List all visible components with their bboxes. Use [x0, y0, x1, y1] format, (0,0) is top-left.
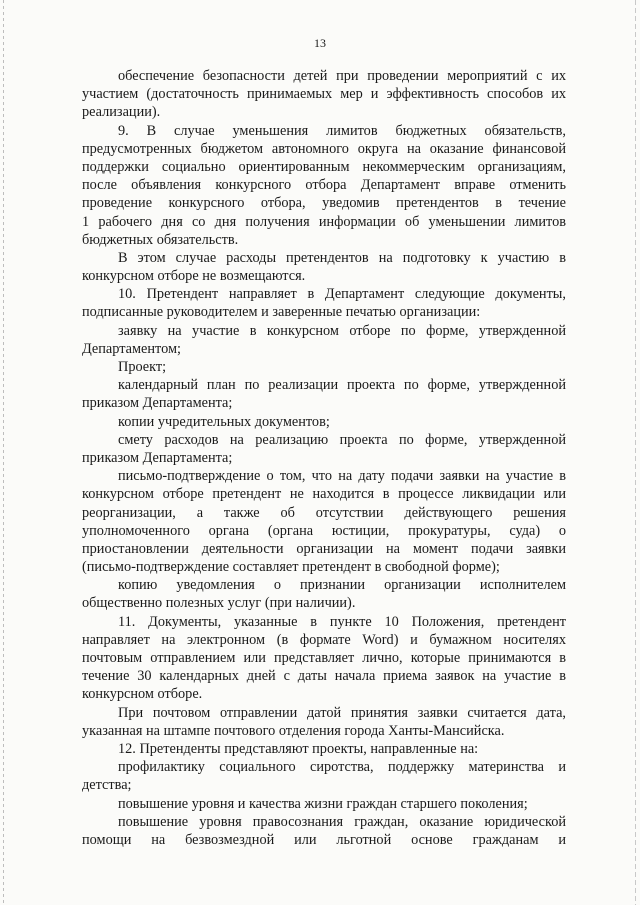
text-line: 12. Претенденты представляют проекты, направленные на:: [118, 740, 479, 757]
text-line: помощи на безвозмездной или льготной основе гражданам и: [82, 831, 566, 848]
text-line: конкурсном отборе не возмещаются.: [82, 268, 306, 285]
text-line: Проект;: [118, 359, 167, 375]
scan-edge-right: [635, 0, 636, 905]
text-line: уполномоченного органа (органа юстиции, прокуратуры, суда) о: [82, 522, 566, 539]
text-line: направляет на электронном (в формате Word) и бумажном носителях: [82, 631, 566, 648]
document-text: [82, 67, 566, 849]
text-line: почтовым отправлением или представляет лично, которые принимаются в: [82, 650, 566, 666]
text-line: течение 30 календарных дней с даты начала приема заявок на участие в: [82, 668, 566, 685]
text-line: копии учредительных документов;: [118, 413, 330, 430]
text-line: заявку на участие в конкурсном отборе по форме, утвержденной: [118, 322, 566, 339]
text-line: приказом Департамента;: [82, 395, 233, 412]
text-line: Департаментом;: [82, 340, 181, 357]
text-line: реализации).: [82, 104, 161, 121]
text-line: повышение уровня и качества жизни граждан старшего поколения;: [118, 795, 528, 812]
text-line: профилактику социального сиротства, поддержку материнства и: [118, 759, 566, 776]
scan-edge-left: [3, 0, 4, 905]
text-line: При почтовом отправлении датой принятия заявки считается дата,: [118, 704, 566, 721]
text-line: проведение конкурсного отбора, уведомив претендентов в течение: [82, 195, 566, 212]
text-line: конкурсном отборе.: [82, 686, 203, 703]
text-line: В этом случае расходы претендентов на подготовку к участию в: [118, 249, 566, 266]
page-number: 13: [314, 36, 326, 50]
text-line: бюджетных обязательств.: [82, 231, 239, 248]
text-line: смету расходов на реализацию проекта по форме, утвержденной: [118, 431, 566, 448]
text-line: 11. Документы, указанные в пункте 10 Положения, претендент: [118, 613, 566, 630]
text-line: письмо-подтверждение о том, что на дату подачи заявки на участие в: [118, 468, 566, 485]
text-line: календарный план по реализации проекта по форме, утвержденной: [118, 377, 566, 394]
text-line: поддержки социально ориентированным некоммерческим организациям,: [82, 158, 566, 175]
text-line: реорганизации, а также об отсутствии действующего решения: [82, 504, 566, 521]
text-line: 9. В случае уменьшения лимитов бюджетных обязательств,: [118, 122, 566, 139]
text-line: общественно полезных услуг (при наличии).: [82, 595, 356, 612]
text-line: 10. Претендент направляет в Департамент следующие документы,: [118, 286, 566, 303]
text-line: участием (достаточность принимаемых мер и эффективность способов их: [82, 86, 566, 103]
text-line: 1 рабочего дня со дня получения информации об уменьшении лимитов: [82, 213, 566, 230]
text-line: (письмо-подтверждение составляет претендент в свободной форме);: [82, 559, 500, 576]
text-line: детства;: [82, 777, 132, 794]
text-line: повышение уровня правосознания граждан, оказание юридической: [118, 813, 566, 830]
text-line: приказом Департамента;: [82, 449, 233, 466]
text-line: копию уведомления о признании организации исполнителем: [118, 577, 566, 594]
text-line: конкурсном отборе претендент не находится в процессе ликвидации или: [82, 486, 566, 503]
text-line: указанная на штампе почтового отделения города Ханты-Мансийска.: [82, 722, 505, 739]
text-line: предусмотренных бюджетом автономного округа на оказание финансовой: [82, 140, 566, 157]
text-line: подписанные руководителем и заверенные печатью организации:: [82, 304, 481, 321]
text-line: приостановлении деятельности организации на момент подачи заявки: [82, 540, 566, 557]
text-line: обеспечение безопасности детей при проведении мероприятий с их: [118, 68, 566, 84]
text-line: после объявления конкурсного отбора Департамент вправе отменить: [82, 177, 566, 194]
